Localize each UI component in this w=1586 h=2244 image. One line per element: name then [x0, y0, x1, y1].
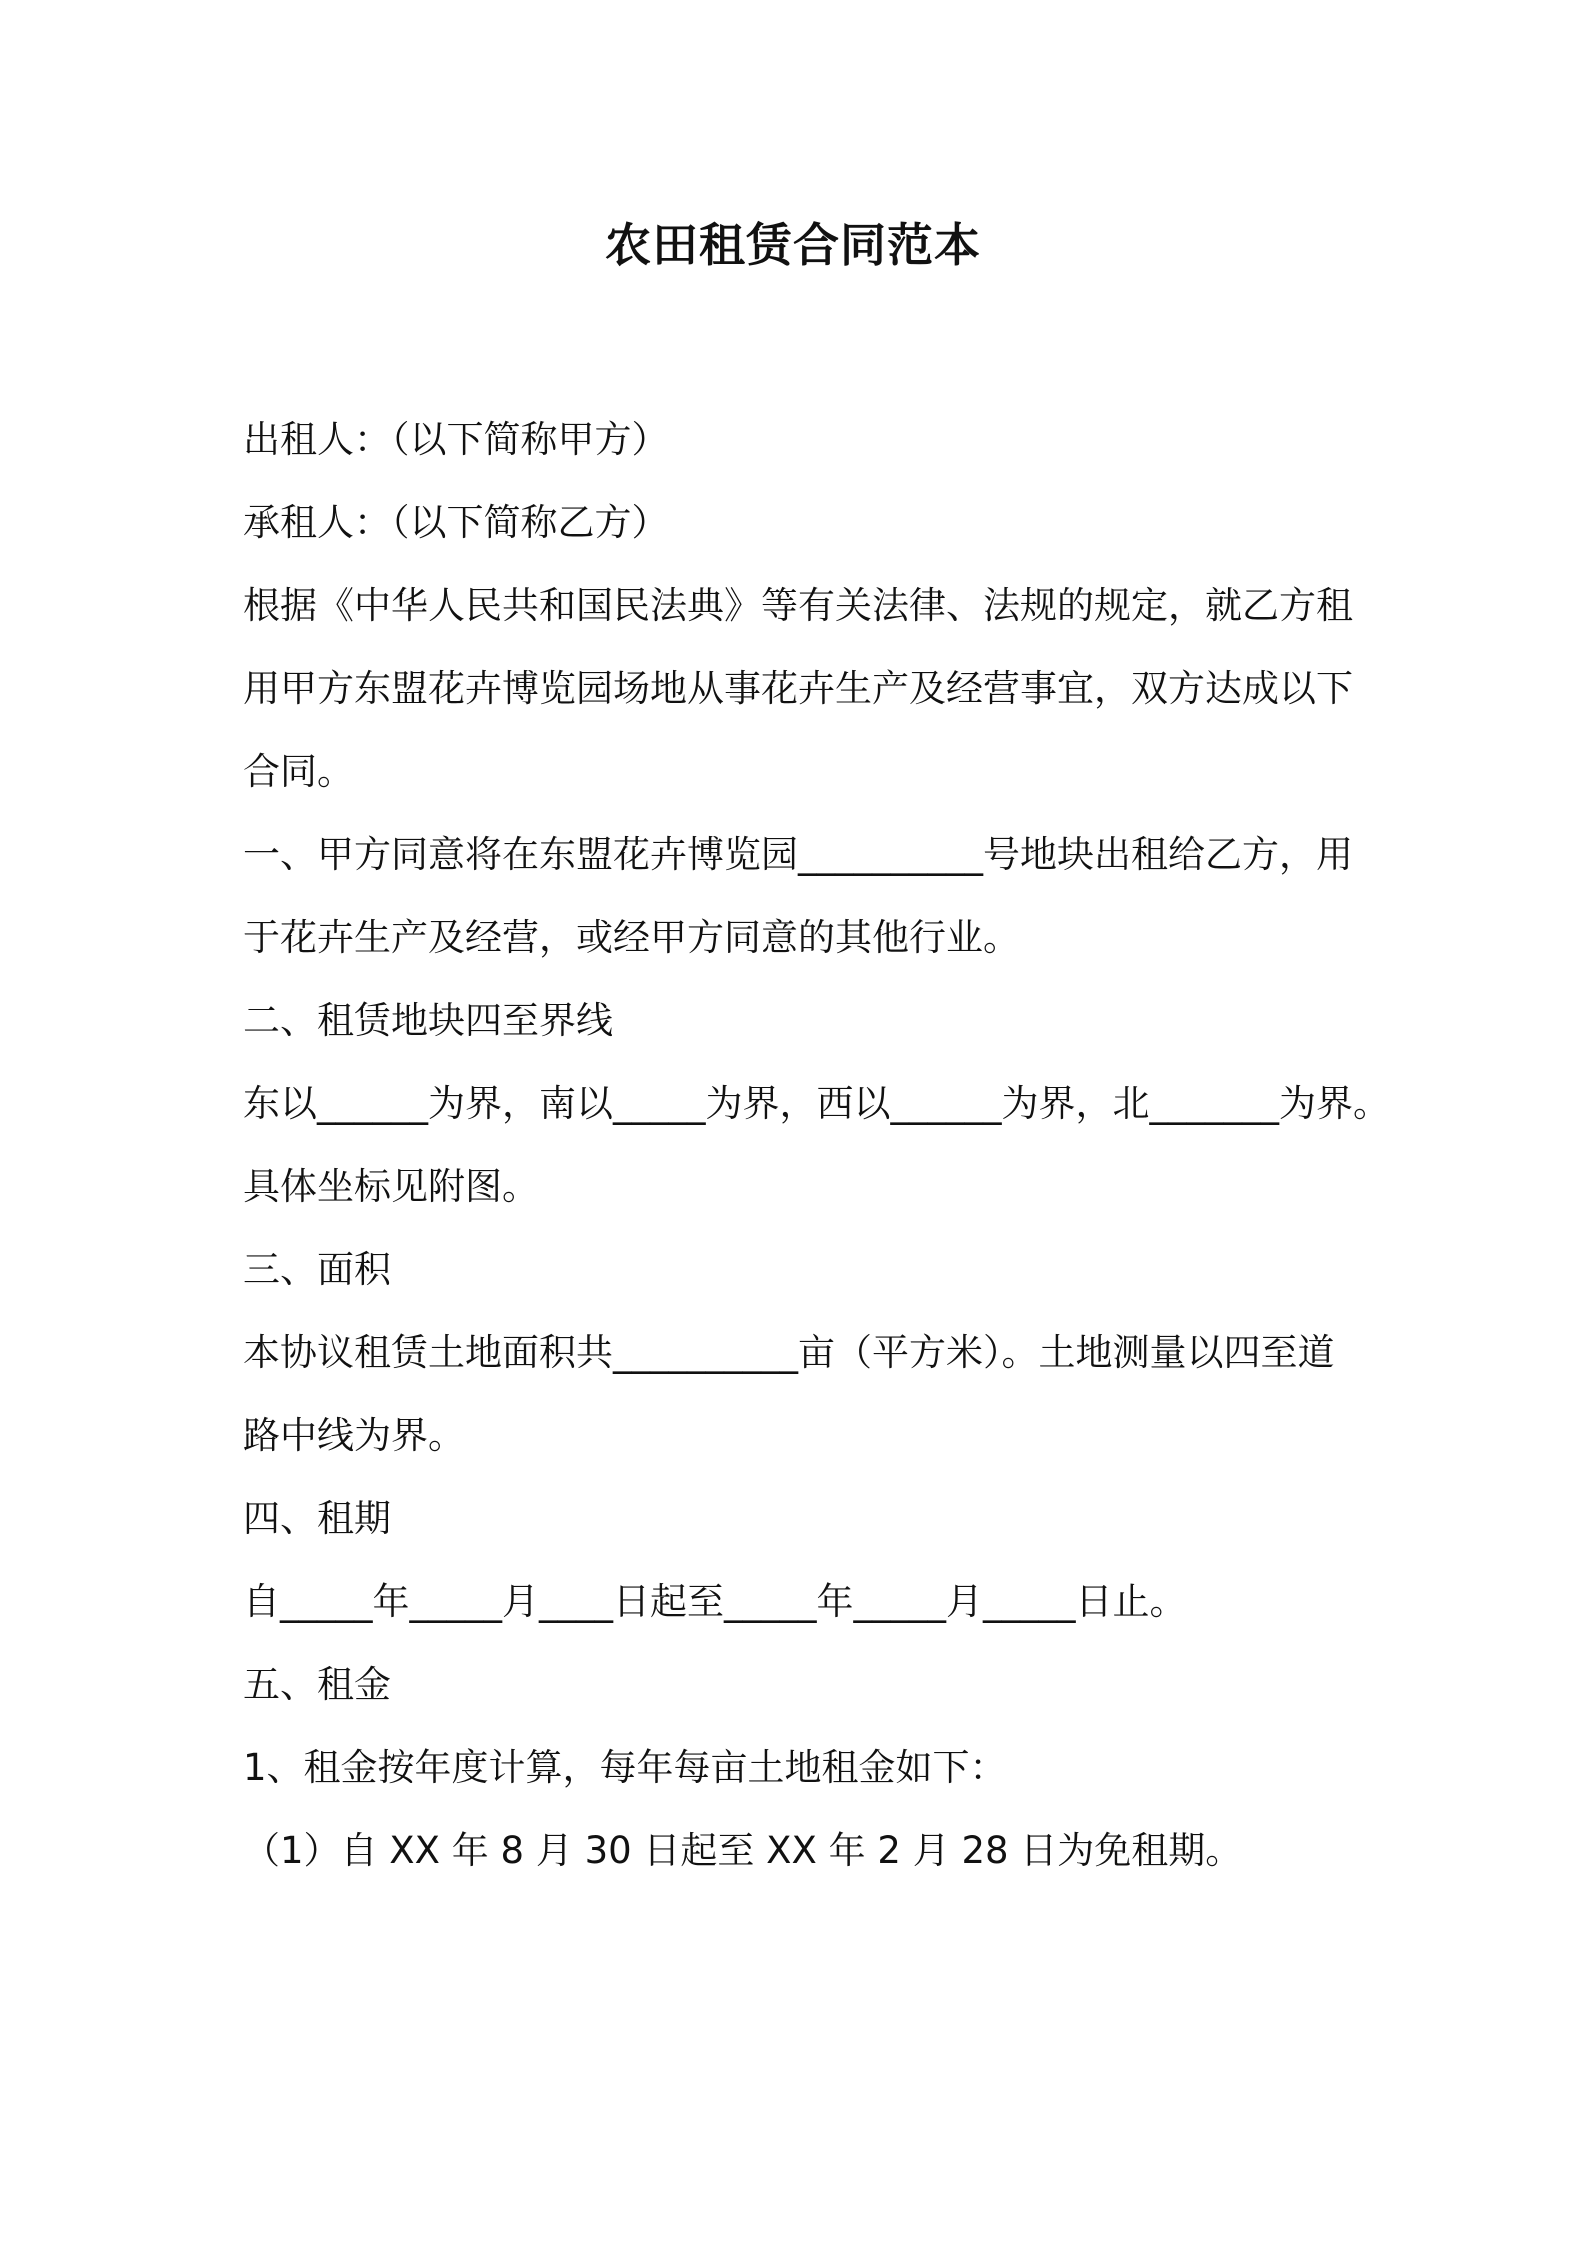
paragraph-line: 用甲方东盟花卉博览园场地从事花卉生产及经营事宜，双方达成以下 [243, 667, 1353, 710]
clause-line: 1、租金按年度计算，每年每亩土地租金如下： [243, 1746, 1007, 1789]
document-title: 农田租赁合同范本 [605, 218, 981, 272]
clause-line: 自_____年_____月____日起至_____年_____月_____日止。 [243, 1580, 1187, 1623]
section-heading: 三、面积 [243, 1248, 391, 1291]
paragraph-line: 合同。 [243, 750, 354, 793]
clause-line: 具体坐标见附图。 [243, 1165, 539, 1208]
clause-line: 东以______为界，南以_____为界，西以______为界，北_______为界。 [243, 1082, 1390, 1125]
paragraph-line: 根据《中华人民共和国民法典》等有关法律、法规的规定，就乙方租 [243, 584, 1353, 627]
lessee-line: 承租人：（以下简称乙方） [243, 501, 669, 544]
lessor-line: 出租人：（以下简称甲方） [243, 418, 669, 461]
section-heading: 二、租赁地块四至界线 [243, 999, 613, 1042]
clause-line: 路中线为界。 [243, 1414, 465, 1457]
section-heading: 四、租期 [243, 1497, 391, 1540]
clause-line: （1）自 XX 年 8 月 30 日起至 XX 年 2 月 28 日为免租期。 [243, 1829, 1243, 1872]
clause-line: 本协议租赁土地面积共__________亩（平方米）。土地测量以四至道 [243, 1331, 1335, 1374]
clause-line: 一、甲方同意将在东盟花卉博览园__________号地块出租给乙方，用 [243, 833, 1353, 876]
section-heading: 五、租金 [243, 1663, 391, 1706]
clause-line: 于花卉生产及经营，或经甲方同意的其他行业。 [243, 916, 1020, 959]
